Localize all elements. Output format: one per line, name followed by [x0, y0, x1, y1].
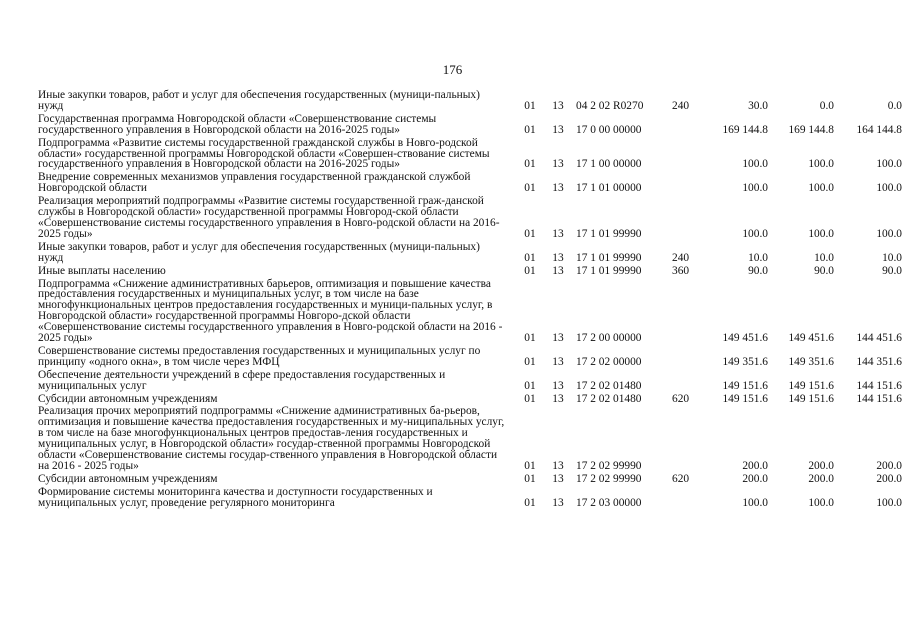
expense-type-code	[672, 485, 702, 509]
table-row	[38, 404, 902, 471]
section-code: 01	[524, 227, 536, 240]
section-code: 01	[524, 496, 536, 509]
subsection-code: 13	[552, 123, 564, 136]
expense-type-code	[672, 344, 702, 368]
amount-year-1: 169 144.8	[722, 123, 768, 136]
expense-type-code	[672, 368, 702, 392]
expense-type-code	[672, 277, 702, 344]
expense-type-code	[672, 112, 702, 136]
amount-year-3: 90.0	[882, 264, 902, 277]
expense-type-code	[672, 404, 702, 471]
row-name: Обеспечение деятельности учреждений в сфере предоставления государственных и муниципальных услуг	[38, 368, 446, 392]
row-name: Государственная программа Новгородской области «Совершенствование системы государственного управления в Новгородской области на 2016-2025 годы»	[38, 112, 437, 136]
table-row	[38, 344, 902, 368]
amount-year-1: 100.0	[742, 158, 768, 171]
row-name: Совершенствование системы предоставления государственных и муниципальных услуг по принципу «одного окна», в том числе через МФЦ	[38, 344, 481, 368]
amount-year-3: 100.0	[876, 227, 902, 240]
row-name: Иные закупки товаров, работ и услуг для обеспечения государственных (муници-пальных) нужд	[38, 89, 480, 112]
amount-year-3: 144 351.6	[856, 355, 902, 368]
amount-year-2: 100.0	[808, 496, 834, 509]
table-row	[38, 264, 902, 277]
target-item-code: 17 1 01 99990	[576, 251, 642, 264]
amount-year-3: 200.0	[876, 460, 902, 472]
expense-type-code: 240	[672, 99, 690, 112]
amount-year-1: 149 451.6	[722, 332, 768, 345]
amount-year-2: 10.0	[814, 251, 834, 264]
expense-type-code	[672, 194, 702, 240]
amount-year-1: 149 151.6	[722, 379, 768, 392]
subsection-code: 13	[552, 182, 564, 195]
section-code: 01	[524, 392, 536, 405]
amount-year-1: 10.0	[748, 251, 768, 264]
amount-year-2: 200.0	[808, 460, 834, 472]
amount-year-3: 100.0	[876, 496, 902, 509]
subsection-code: 13	[552, 251, 564, 264]
amount-year-2: 149 351.6	[788, 355, 834, 368]
amount-year-3: 144 451.6	[856, 332, 902, 345]
amount-year-2: 0.0	[819, 99, 834, 112]
section-code: 01	[524, 99, 536, 112]
target-item-code: 17 2 02 99990	[576, 460, 642, 472]
row-name: Подпрограмма «Развитие системы государственной гражданской службы в Новго-родской области» государственной программы Новгородской области «Совершен-ствование системы государственного управления в Новгородской области на 2016-2025 годы»	[38, 136, 490, 171]
target-item-code: 17 2 02 01480	[576, 379, 642, 392]
target-item-code: 17 1 01 99990	[576, 227, 642, 240]
target-item-code: 17 2 02 00000	[576, 355, 642, 368]
page-number: 176	[442, 62, 463, 77]
section-code: 01	[524, 472, 536, 485]
row-name: Иные выплаты населению	[38, 264, 166, 277]
target-item-code: 17 1 01 99990	[576, 264, 642, 277]
subsection-code: 13	[552, 472, 564, 485]
amount-year-3: 0.0	[887, 99, 902, 112]
budget-table-body	[38, 88, 902, 509]
section-code: 01	[524, 123, 536, 136]
row-name: Формирование системы мониторинга качества и доступности государственных и муниципальных услуг, проведение регулярного мониторинга	[38, 485, 433, 509]
table-row	[38, 485, 902, 509]
target-item-code: 17 1 01 00000	[576, 182, 642, 195]
expense-type-code	[672, 170, 702, 194]
section-code: 01	[524, 264, 536, 277]
expense-type-code: 620	[672, 392, 690, 405]
target-item-code: 04 2 02 R0270	[576, 99, 644, 112]
amount-year-2: 149 151.6	[788, 392, 834, 405]
section-code: 01	[524, 158, 536, 171]
subsection-code: 13	[552, 99, 564, 112]
row-name: Внедрение современных механизмов управления государственной гражданской службой Новгородской области	[38, 171, 471, 195]
subsection-code: 13	[552, 392, 564, 405]
amount-year-2: 100.0	[808, 227, 834, 240]
row-name: Субсидии автономным учреждениям	[38, 392, 218, 405]
row-name: Подпрограмма «Снижение административных барьеров, оптимизация и повышение качества предоставления государственных и муниципальных услуг, в том числе на базе многофункциональных центров предоставления государственных и муници-пальных услуг, в Новгородской области» государственной программы Новгоро-дской области «Совершенствование системы государственного управления в Новго-родской области на 2016 - 2025 годы»	[38, 277, 503, 345]
section-code: 01	[524, 251, 536, 264]
subsection-code: 13	[552, 332, 564, 345]
section-code: 01	[524, 355, 536, 368]
expense-type-code: 620	[672, 472, 690, 485]
row-name: Субсидии автономным учреждениям	[38, 472, 218, 485]
section-code: 01	[524, 460, 536, 472]
amount-year-1: 200.0	[742, 472, 768, 485]
table-row	[38, 277, 902, 344]
table-row	[38, 240, 902, 264]
subsection-code: 13	[552, 227, 564, 240]
subsection-code: 13	[552, 355, 564, 368]
amount-year-2: 149 451.6	[788, 332, 834, 345]
subsection-code: 13	[552, 158, 564, 171]
amount-year-1: 100.0	[742, 496, 768, 509]
target-item-code: 17 1 00 00000	[576, 158, 642, 171]
subsection-code: 13	[552, 460, 564, 472]
section-code: 01	[524, 182, 536, 195]
amount-year-3: 164 144.8	[856, 123, 902, 136]
expense-type-code: 360	[672, 264, 690, 277]
amount-year-1: 149 151.6	[722, 392, 768, 405]
amount-year-1: 100.0	[742, 182, 768, 195]
subsection-code: 13	[552, 264, 564, 277]
amount-year-2: 149 151.6	[788, 379, 834, 392]
target-item-code: 17 2 02 01480	[576, 392, 642, 405]
amount-year-1: 200.0	[742, 460, 768, 472]
amount-year-2: 100.0	[808, 182, 834, 195]
row-name: Иные закупки товаров, работ и услуг для обеспечения государственных (муници-пальных) нужд	[38, 240, 480, 264]
table-row	[38, 472, 902, 485]
amount-year-3: 100.0	[876, 182, 902, 195]
amount-year-3: 144 151.6	[856, 379, 902, 392]
amount-year-1: 149 351.6	[722, 355, 768, 368]
amount-year-2: 90.0	[814, 264, 834, 277]
table-row	[38, 136, 902, 171]
expense-type-code: 240	[672, 251, 690, 264]
expense-type-code	[672, 136, 702, 171]
target-item-code: 17 2 00 00000	[576, 332, 642, 345]
budget-table	[38, 88, 902, 509]
subsection-code: 13	[552, 496, 564, 509]
row-name: Реализация мероприятий подпрограммы «Развитие системы государственной граж-данской службы в Новгородской области» государственной программы Новгород-ской области «Совершенствование системы государственного управления в Новго-родской области на 2016-2025 годы»	[38, 195, 500, 240]
table-row	[38, 368, 902, 392]
section-code: 01	[524, 332, 536, 345]
target-item-code: 17 0 00 00000	[576, 123, 642, 136]
amount-year-3: 200.0	[876, 472, 902, 485]
amount-year-1: 100.0	[742, 227, 768, 240]
target-item-code: 17 2 02 99990	[576, 472, 642, 485]
amount-year-2: 100.0	[808, 158, 834, 171]
amount-year-2: 169 144.8	[788, 123, 834, 136]
row-name: Реализация прочих мероприятий подпрограммы «Снижение административных ба-рьеров, оптимизация и повышение качества предоставления государственных и му-ниципальных услуг, в том числе на базе многофункциональных центров предостав-ления государственных и муниципальных услуг, в Новгородской области» государ-ственной программы Новгородской области «Совершенствование системы государ-ственного управления в Новгородской области на 2016 - 2025 годы»	[38, 405, 505, 472]
amount-year-3: 144 151.6	[856, 392, 902, 405]
amount-year-1: 90.0	[748, 264, 768, 277]
amount-year-2: 200.0	[808, 472, 834, 485]
table-row	[38, 392, 902, 405]
table-row	[38, 170, 902, 194]
amount-year-3: 10.0	[882, 251, 902, 264]
table-row	[38, 194, 902, 240]
table-row	[38, 88, 902, 112]
amount-year-3: 100.0	[876, 158, 902, 171]
target-item-code: 17 2 03 00000	[576, 496, 642, 509]
section-code: 01	[524, 379, 536, 392]
amount-year-1: 30.0	[748, 99, 768, 112]
subsection-code: 13	[552, 379, 564, 392]
table-row	[38, 112, 902, 136]
